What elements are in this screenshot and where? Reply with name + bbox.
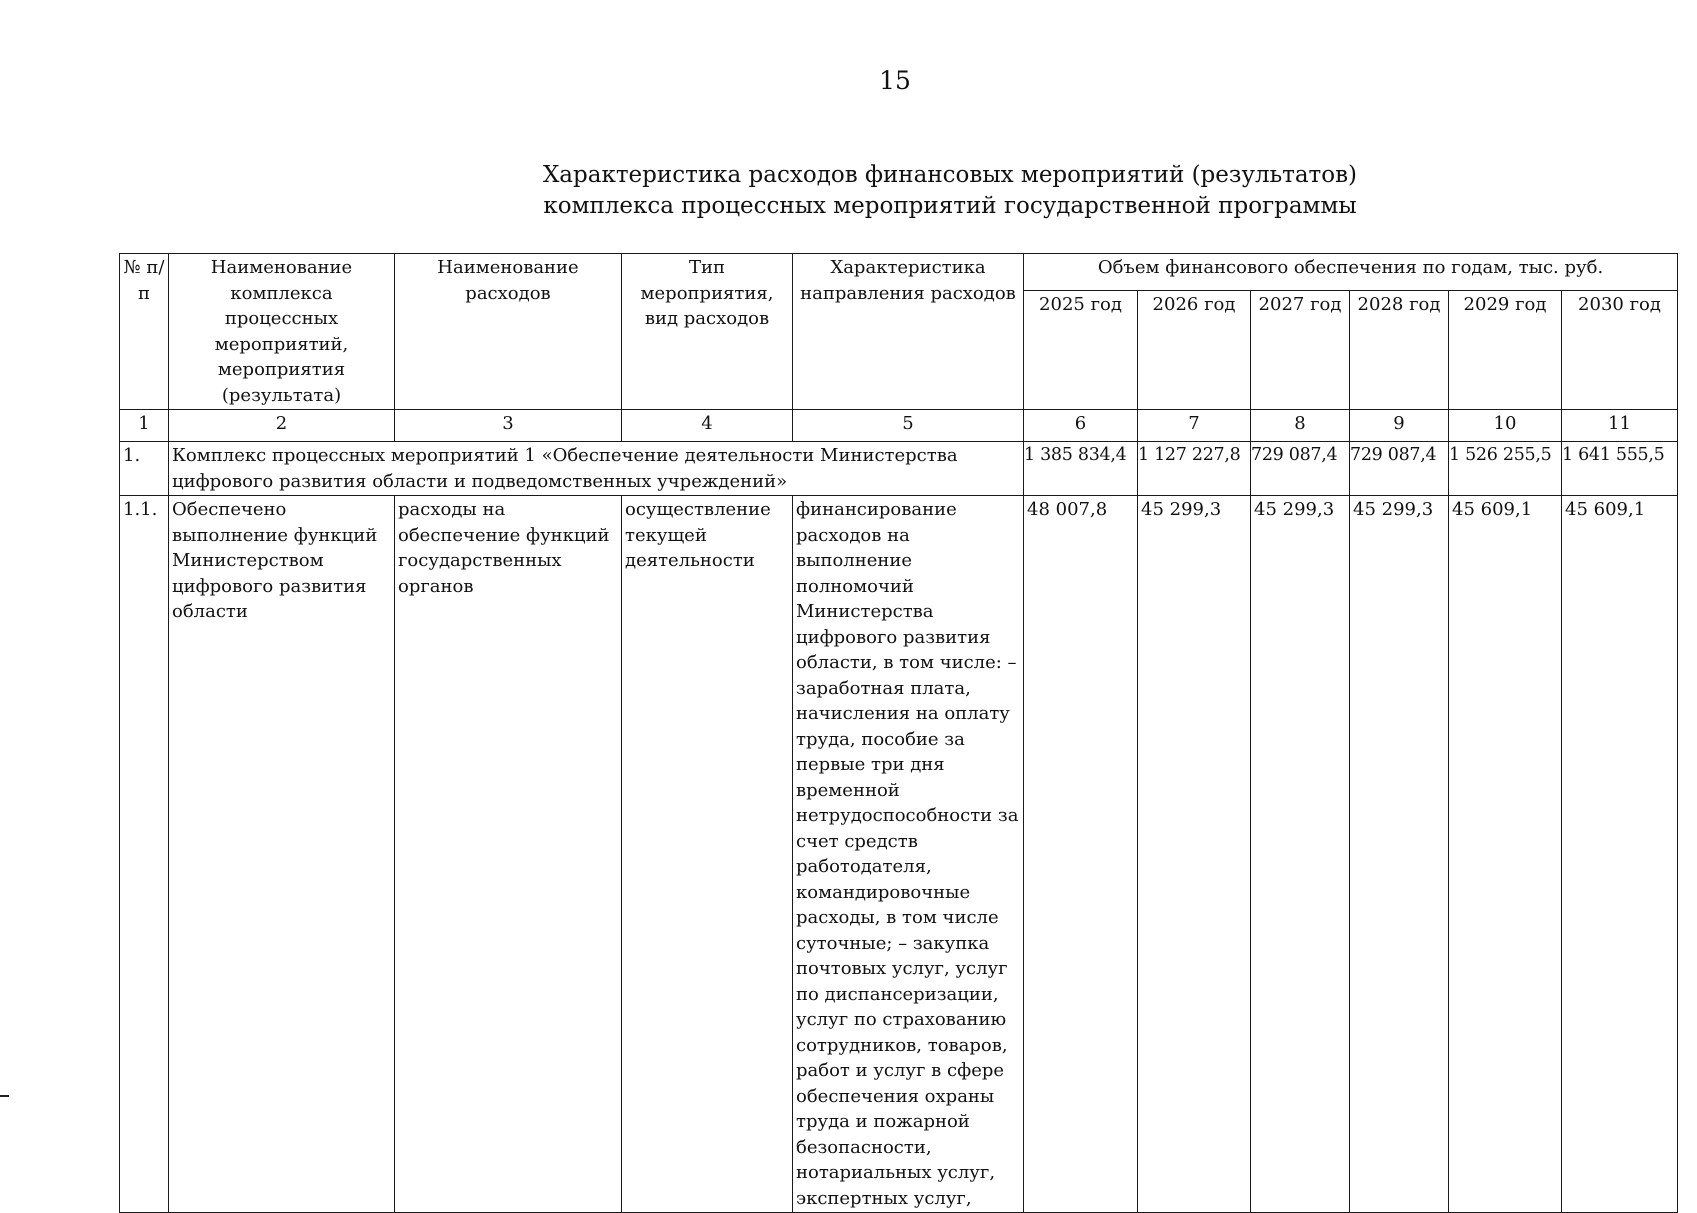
header-year: 2029 год — [1449, 291, 1562, 410]
title-line-2: комплекса процессных мероприятий государственной программы — [543, 193, 1357, 219]
detail-row-type: осуществление текущей деятельности — [622, 496, 793, 1213]
column-number: 8 — [1251, 410, 1350, 442]
header-volume: Объем финансового обеспечения по годам, тыс. руб. — [1024, 254, 1678, 291]
header-year: 2028 год — [1350, 291, 1449, 410]
column-number: 4 — [622, 410, 793, 442]
complex-value: 1 641 555,5 — [1562, 442, 1678, 496]
header-characteristic: Характеристика направления расходов — [793, 254, 1024, 410]
detail-row-characteristic: финансирование расходов на выполнение полномочий Министерства цифрового развития области, в том числе: – заработная плата, начисления на оплату труда, пособие за первые три дня временной нетрудоспособности за счет средств работодателя, командировочные расходы, в том числе суточные; – закупка почтовых услуг, услуг по диспансеризации, услуг по страхованию сотрудников, товаров, работ и услуг в сфере обеспечения охраны труда и пожарной безопасности, нотариальных услуг, экспертных услуг, — [793, 496, 1024, 1213]
column-number: 7 — [1138, 410, 1251, 442]
title-line-1: Характеристика расходов финансовых мероприятий (результатов) — [542, 162, 1358, 188]
complex-value: 1 127 227,8 — [1138, 442, 1251, 496]
header-year: 2026 год — [1138, 291, 1251, 410]
column-number: 3 — [395, 410, 622, 442]
column-number: 1 — [120, 410, 169, 442]
header-complex-name: Наименование комплекса процессных мероприятий, мероприятия (результата) — [169, 254, 395, 410]
header-no: № п/п — [120, 254, 169, 410]
column-number: 11 — [1562, 410, 1678, 442]
header-type: Тип мероприятия, вид расходов — [622, 254, 793, 410]
column-number-row — [120, 410, 1678, 442]
column-number: 10 — [1449, 410, 1562, 442]
expenses-table — [119, 253, 1678, 1213]
detail-value: 45 299,3 — [1350, 496, 1449, 1213]
detail-row-expense: расходы на обеспечение функций государственных органов — [395, 496, 622, 1213]
column-number: 5 — [793, 410, 1024, 442]
complex-row — [120, 442, 1678, 496]
header-expense-name: Наименование расходов — [395, 254, 622, 410]
margin-mark — [0, 1095, 9, 1097]
complex-row-no: 1. — [120, 442, 169, 496]
page-number: 15 — [879, 66, 911, 95]
detail-value: 45 609,1 — [1449, 496, 1562, 1213]
complex-value: 729 087,4 — [1251, 442, 1350, 496]
detail-value: 45 609,1 — [1562, 496, 1678, 1213]
detail-row — [120, 496, 1678, 1213]
header-year: 2027 год — [1251, 291, 1350, 410]
column-number: 2 — [169, 410, 395, 442]
column-number: 9 — [1350, 410, 1449, 442]
detail-row-name: Обеспечено выполнение функций Министерством цифрового развития области — [169, 496, 395, 1213]
complex-value: 1 385 834,4 — [1024, 442, 1138, 496]
detail-value: 45 299,3 — [1138, 496, 1251, 1213]
detail-row-no: 1.1. — [120, 496, 169, 1213]
complex-row-name: Комплекс процессных мероприятий 1 «Обеспечение деятельности Министерства цифрового развития области и подведомственных учреждений» — [169, 442, 1024, 496]
detail-value: 45 299,3 — [1251, 496, 1350, 1213]
document-title — [250, 160, 1650, 222]
column-number: 6 — [1024, 410, 1138, 442]
header-row — [120, 254, 1678, 291]
header-year: 2030 год — [1562, 291, 1678, 410]
complex-value: 1 526 255,5 — [1449, 442, 1562, 496]
complex-value: 729 087,4 — [1350, 442, 1449, 496]
header-year: 2025 год — [1024, 291, 1138, 410]
detail-value: 48 007,8 — [1024, 496, 1138, 1213]
